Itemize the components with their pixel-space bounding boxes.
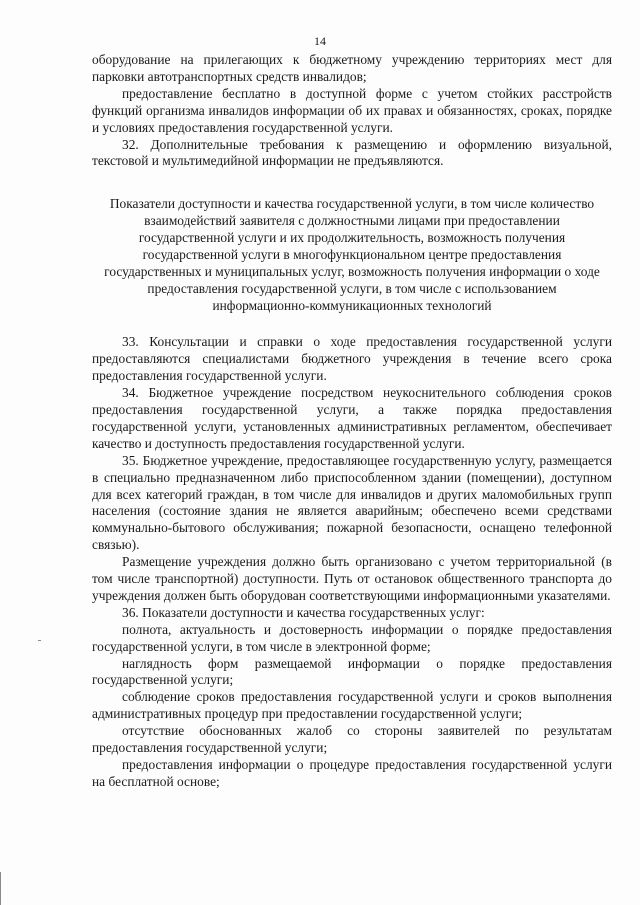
paragraph: оборудование на прилегающих к бюджетному учреждению территориях мест для парковки автотранспортных средств инвалидов; <box>92 52 612 84</box>
paragraph: 36. Показатели доступности и качества государственных услуг: <box>122 604 485 620</box>
paragraph: 34. Бюджетное учреждение посредством неукоснительного соблюдения сроков предоставления государственной услуги, а также порядка предоставления государственной услуги, установленных административных регламентом, обеспечивает качество и доступность предоставления государственной услуги. <box>92 385 612 451</box>
paragraph: соблюдение сроков предоставления государственной услуги и сроков выполнения административных процедур при предоставлении государственной услуги; <box>92 689 612 722</box>
paragraphs-bottom <box>92 334 612 790</box>
paragraph: предоставления информации о процедуре предоставления государственной услуги на бесплатной основе; <box>92 757 612 789</box>
paragraph: 33. Консультации и справки о ходе предоставления государственной услуги предоставляются специалистами бюджетного учреждения в течение всего срока предоставления государственной услуги. <box>92 334 612 384</box>
page-number: 14 <box>314 34 326 48</box>
paragraph: 32. Дополнительные требования к размещению и оформлению визуальной, текстовой и мультимедийной информации не предъявляются. <box>92 136 612 169</box>
paragraph: 35. Бюджетное учреждение, предоставляющее государственную услугу, размещается в специально предназначенном либо приспособленном здании (помещении), доступном для всех категорий граждан, в том числе для инвалидов и других маломобильных групп населения (состояние здания не является аварийным; обеспечено всеми средствами коммунально-бытового обслуживания; пожарной безопасности, оснащено телефонной связью). <box>92 452 612 553</box>
scan-mark <box>0 872 1 905</box>
section-heading: Показатели доступности и качества государственной услуги, в том числе количество взаимодействий заявителя с должностными лицами при предоставлении государственной услуги и их продолжительность, возможность получения государственной услуги в многофункциональном центре предоставления государственных и муниципальных услуг, возможность получения информации о ходе предоставления государственной услуги, в том числе с использованием информационно-коммуникационных технологий <box>104 196 600 314</box>
paragraph: предоставление бесплатно в доступной форме с учетом стойких расстройств функций организма инвалидов информации об их правах и обязанностях, сроках, порядке и условиях предоставления государственной услуги. <box>92 85 612 135</box>
scan-mark <box>38 640 41 641</box>
paragraph: отсутствие обоснованных жалоб со стороны заявителей по результатам предоставления государственной услуги; <box>92 723 612 756</box>
paragraph: наглядность форм размещаемой информации о порядке предоставления государственной услуги; <box>92 655 612 688</box>
document-body <box>92 52 612 791</box>
paragraph: Размещение учреждения должно быть организовано с учетом территориальной (в том числе транспортной) доступности. Путь от остановок общественного транспорта до учреждения должен быть оборудован соответствующими информационными указателями. <box>92 554 612 603</box>
paragraph: полнота, актуальность и достоверность информации о порядке предоставления государственной услуги, в том числе в электронной форме; <box>92 621 612 654</box>
paragraphs-top <box>92 52 612 170</box>
